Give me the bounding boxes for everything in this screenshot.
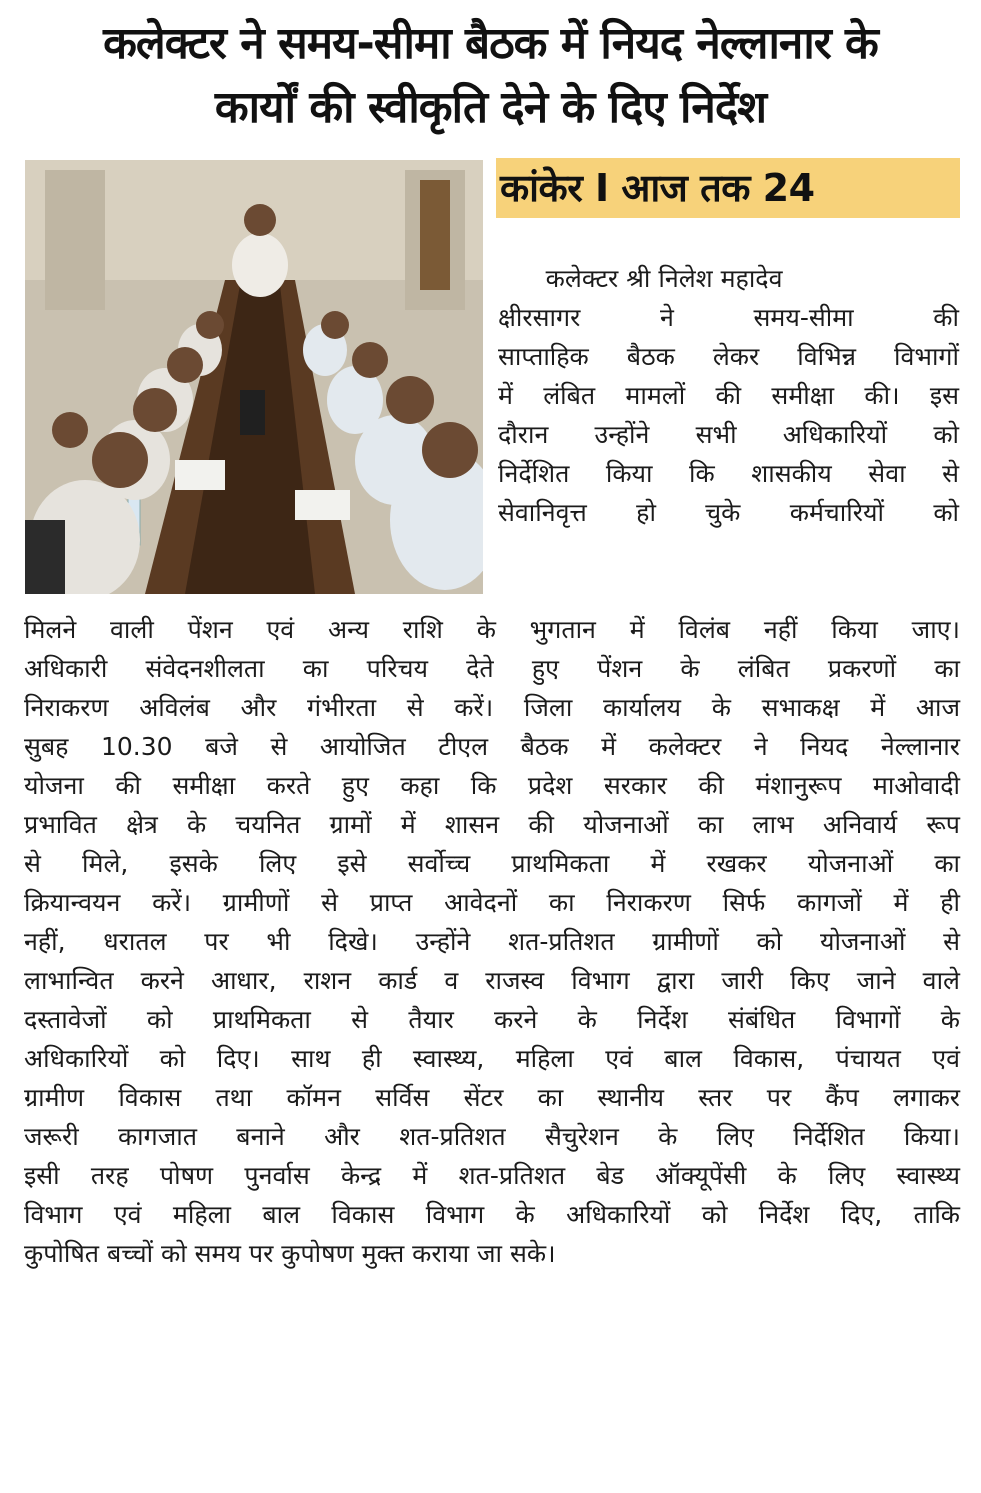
text-line: कलेक्टर श्री निलेश महादेव [498, 264, 783, 293]
text-line: इसी तरह पोषण पुनर्वास केन्द्र में शत-प्रतिशत बेड ऑक्यूपेंसी के लिए स्वास्थ्य [24, 1161, 960, 1190]
article-column-text [498, 259, 959, 532]
text-line: सुबह 10.30 बजे से आयोजित टीएल बैठक में कलेक्टर ने नियद नेल्लानार [24, 732, 960, 761]
text-line: क्षीरसागर ने समय-सीमा की [498, 303, 959, 332]
text-line: क्रियान्वयन करें। ग्रामीणों से प्राप्त आवेदनों का निराकरण सिर्फ कागजों में ही [24, 888, 960, 917]
text-line: अधिकारी संवेदनशीलता का परिचय देते हुए पेंशन के लंबित प्रकरणों का [24, 654, 960, 683]
dateline-banner [496, 158, 960, 218]
headline [10, 12, 971, 140]
text-line: जरूरी कागजात बनाने और शत-प्रतिशत सैचुरेशन के लिए निर्देशित किया। [24, 1122, 960, 1151]
headline-line-1: कलेक्टर ने समय-सीमा बैठक में नियद नेल्लानार के [103, 18, 878, 69]
text-line: कुपोषित बच्चों को समय पर कुपोषण मुक्त कराया जा सके। [24, 1239, 556, 1268]
text-line: दस्तावेजों को प्राथमिकता से तैयार करने के निर्देश संबंधित विभागों के [24, 1005, 960, 1034]
text-line: ग्रामीण विकास तथा कॉमन सर्विस सेंटर का स्थानीय स्तर पर कैंप लगाकर [24, 1083, 960, 1112]
text-line: योजना की समीक्षा करते हुए कहा कि प्रदेश सरकार की मंशानुरूप माओवादी [24, 771, 960, 800]
text-line: साप्ताहिक बैठक लेकर विभिन्न विभागों [498, 342, 959, 371]
text-line: विभाग एवं महिला बाल विकास विभाग के अधिकारियों को निर्देश दिए, ताकि [24, 1200, 960, 1229]
text-line: से मिले, इसके लिए इसे सर्वोच्च प्राथमिकता में रखकर योजनाओं का [24, 849, 960, 878]
news-photo [25, 160, 483, 594]
text-line: अधिकारियों को दिए। साथ ही स्वास्थ्य, महिला एवं बाल विकास, पंचायत एवं [24, 1044, 960, 1073]
dateline-text: कांकेर I आज तक 24 [500, 166, 815, 210]
text-line: लाभान्वित करने आधार, राशन कार्ड व राजस्व विभाग द्वारा जारी किए जाने वाले [24, 966, 960, 995]
text-line: निर्देशित किया कि शासकीय सेवा से [498, 459, 959, 488]
article-body-text [24, 610, 960, 1273]
text-line: सेवानिवृत्त हो चुके कर्मचारियों को [498, 498, 959, 527]
text-line: मिलने वाली पेंशन एवं अन्य राशि के भुगतान में विलंब नहीं किया जाए। [24, 615, 960, 644]
text-line: प्रभावित क्षेत्र के चयनित ग्रामों में शासन की योजनाओं का लाभ अनिवार्य रूप [24, 810, 960, 839]
meeting-photo-illustration [25, 160, 483, 594]
text-line: निराकरण अविलंब और गंभीरता से करें। जिला कार्यालय के सभाकक्ष में आज [24, 693, 960, 722]
text-line: नहीं, धरातल पर भी दिखे। उन्होंने शत-प्रतिशत ग्रामीणों को योजनाओं से [24, 927, 960, 956]
headline-line-2: कार्यों की स्वीकृति देने के दिए निर्देश [214, 82, 767, 133]
text-line: में लंबित मामलों की समीक्षा की। इस [498, 381, 959, 410]
text-line: दौरान उन्होंने सभी अधिकारियों को [498, 420, 959, 449]
